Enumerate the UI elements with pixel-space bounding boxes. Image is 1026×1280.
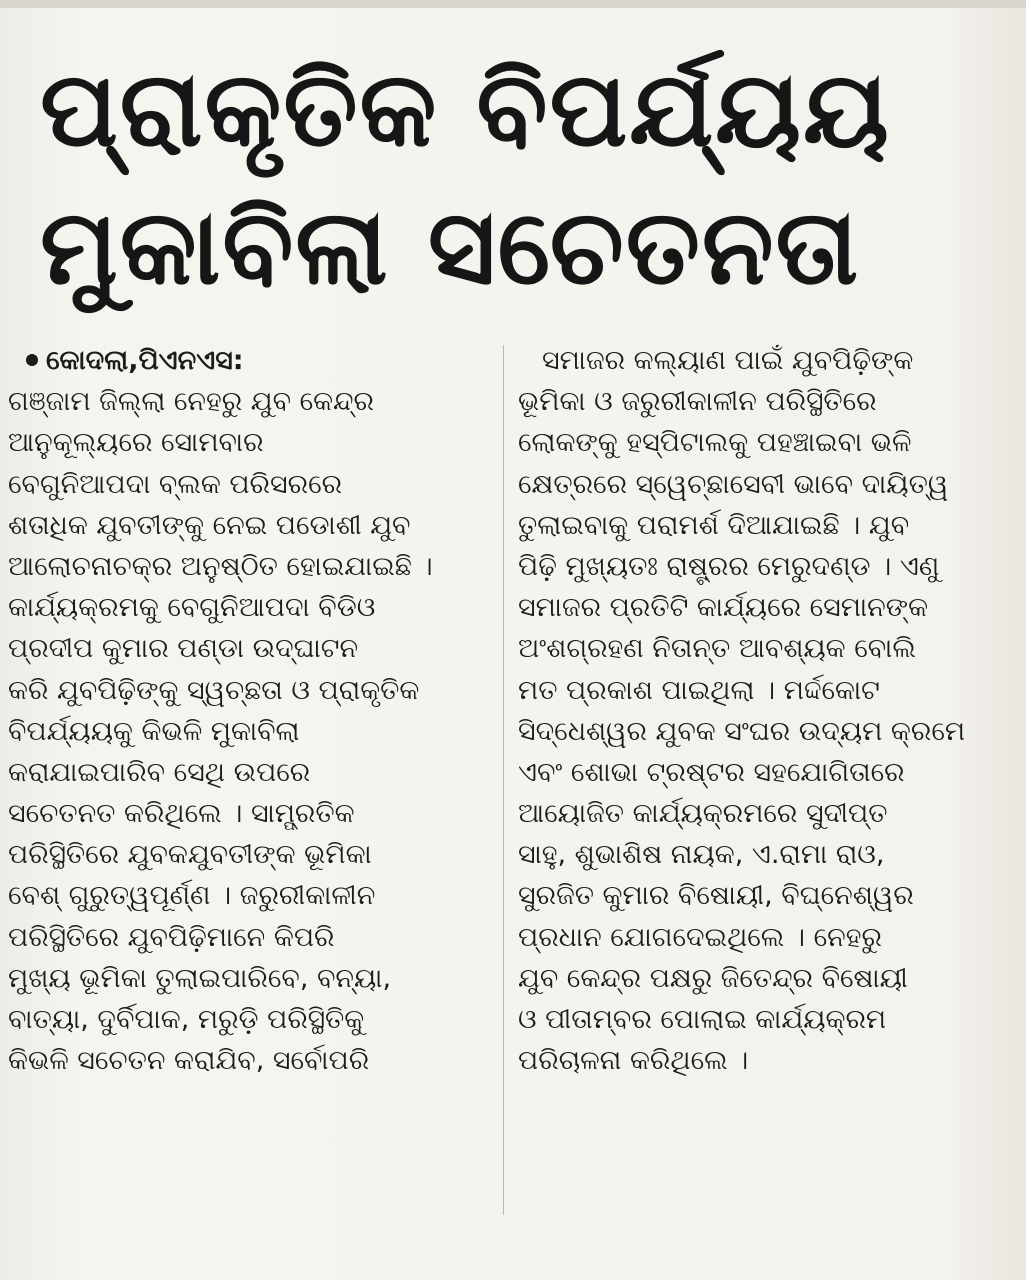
text-line: ମତ ପ୍ରକାଶ ପାଇଥିଲା । ମର୍ଦ୍ଦକୋଟ [518,674,880,706]
text-line: ଆଲୋଚନାଚକ୍ର ଅନୁଷ୍ଠିତ ହୋଇଯାଇଛି । [8,550,433,582]
headline-line-2: ମୁକାବିଲା ସଚେତନତା [40,186,861,308]
dateline [8,340,490,381]
left-column [8,340,490,1081]
text-line: ଶତାଧିକ ଯୁବତୀଙ୍କୁ ନେଇ ପଡୋଶୀ ଯୁବ [8,509,411,541]
headline-line-1: ପ୍ରାକୃତିକ ବିପର୍ଯ୍ୟୟ [40,48,891,170]
text-line: ଲୋକଙ୍କୁ ହସ୍ପିଟାଲକୁ ପହଞ୍ଚାଇବା ଭଳି [518,427,912,459]
text-line: ଯୁବ କେନ୍ଦ୍ର ପକ୍ଷରୁ ଜିତେନ୍ଦ୍ର ବିଷୋୟୀ [518,962,908,994]
text-line: ପରିସ୍ଥିତିରେ ଯୁବପିଢ଼ିମାନେ କିପରି [8,921,335,953]
text-line: ବେଗୁନିଆପଦା ବ୍ଲକ ପରିସରରେ [8,468,343,500]
text-line: ସମାଜର କଲ୍ୟାଣ ପାଇଁ ଯୁବପିଢ଼ିଙ୍କ [542,345,914,376]
text-line: ଅଂଶଗ୍ରହଣ ନିତାନ୍ତ ଆବଶ୍ୟକ ବୋଲି [518,633,916,665]
text-line: କରାଯାଇପାରିବ ସେଥି ଉପରେ [8,756,311,788]
text-line: ପ୍ରଦୀପ କୁମାର ପଣ୍ଡା ଉଦ୍‌ଘାଟନ [8,633,359,665]
text-line: କ୍ଷେତ୍ରରେ ସ୍ୱେଚ୍ଛାସେବୀ ଭାବେ ଦାୟିତ୍ୱ [518,468,949,500]
dateline-text: କୋଦଲା,ପିଏନଏସ: [46,345,244,376]
text-line: ଓ ପୀତାମ୍ବର ପୋଲାଇ କାର୍ଯ୍ୟକ୍ରମ [518,1004,887,1035]
text-line: ବେଶ୍ ଗୁରୁତ୍ୱପୂର୍ଣ୍ଣ । ଜରୁରୀକାଳୀନ [8,880,376,912]
text-line: ଏବଂ ଶୋଭା ଟ୍ରଷ୍ଟର ସହଯୋଗିତାରେ [518,756,905,788]
text-line: ପ୍ରଧାନ ଯୋଗଦେଇଥିଲେ । ନେହରୁ [518,921,882,953]
text-line: କରି ଯୁବପିଢ଼ିଙ୍କୁ ସ୍ୱଚ୍ଛତା ଓ ପ୍ରାକୃତିକ [8,674,420,706]
text-line: ବାତ୍ୟା, ଦୁର୍ବିପାକ, ମରୁଡ଼ି ପରିସ୍ଥିତିକୁ [8,1004,365,1035]
bullet-icon [26,354,38,366]
text-line: ସଚେତନତ କରିଥିଲେ । ସାମ୍ପ୍ରତିକ [8,798,355,830]
text-line: ବିପର୍ଯ୍ୟୟକୁ କିଭଳି ମୁକାବିଲା [8,715,300,747]
text-line: ଆନୁକୂଲ୍ୟରେ ସୋମବାର [8,427,264,459]
text-line: କିଭଳି ସଚେତନ କରାଯିବ, ସର୍ବୋପରି [8,1045,370,1077]
text-line: ଆୟୋଜିତ କାର୍ଯ୍ୟକ୍ରମରେ ସୁଦୀପ୍ତ [518,798,888,830]
text-line: ପରିଚାଳନା କରିଥିଲେ । [518,1045,749,1077]
text-line: ସମାଜର ପ୍ରତିଟି କାର୍ଯ୍ୟରେ ସେମାନଙ୍କ [518,592,929,624]
text-line: ସାହୁ, ଶୁଭାଶିଷ ନାୟକ, ଏ.ରାମା ରାଓ, [518,839,885,871]
top-rule [0,0,1026,8]
text-line: ସିଦ୍ଧେଶ୍ୱର ଯୁବକ ସଂଘର ଉଦ୍ୟମ କ୍ରମେ [518,715,966,747]
text-line: ପରିସ୍ଥିତିରେ ଯୁବକଯୁବତୀଙ୍କ ଭୂମିକା [8,839,372,871]
headline [40,40,1000,316]
text-line: ଗଞ୍ଜାମ ଜିଲ୍ଲା ନେହରୁ ଯୁବ କେନ୍ଦ୍ର [8,386,374,418]
right-column [518,340,1010,1081]
text-line: ପିଢ଼ି ମୁଖ୍ୟତଃ ରାଷ୍ଟ୍ରର ମେରୁଦଣ୍ଡ । ଏଣୁ [518,550,940,582]
text-line: ସୁରଜିତ କୁମାର ବିଷୋୟୀ, ବିଘ୍ନେଶ୍ୱର [518,880,914,912]
text-line: ମୁଖ୍ୟ ଭୂମିକା ତୁଲାଇପାରିବେ, ବନ୍ୟା, [8,962,392,994]
text-line: ଭୂମିକା ଓ ଜରୁରୀକାଳୀନ ପରିସ୍ଥିତିରେ [518,386,877,418]
text-line: ତୁଲାଇବାକୁ ପରାମର୍ଶ ଦିଆଯାଇଛି । ଯୁବ [518,509,910,541]
text-line: କାର୍ଯ୍ୟକ୍ରମକୁ ବେଗୁନିଆପଦା ବିଡିଓ [8,592,376,624]
column-divider [503,345,504,1215]
